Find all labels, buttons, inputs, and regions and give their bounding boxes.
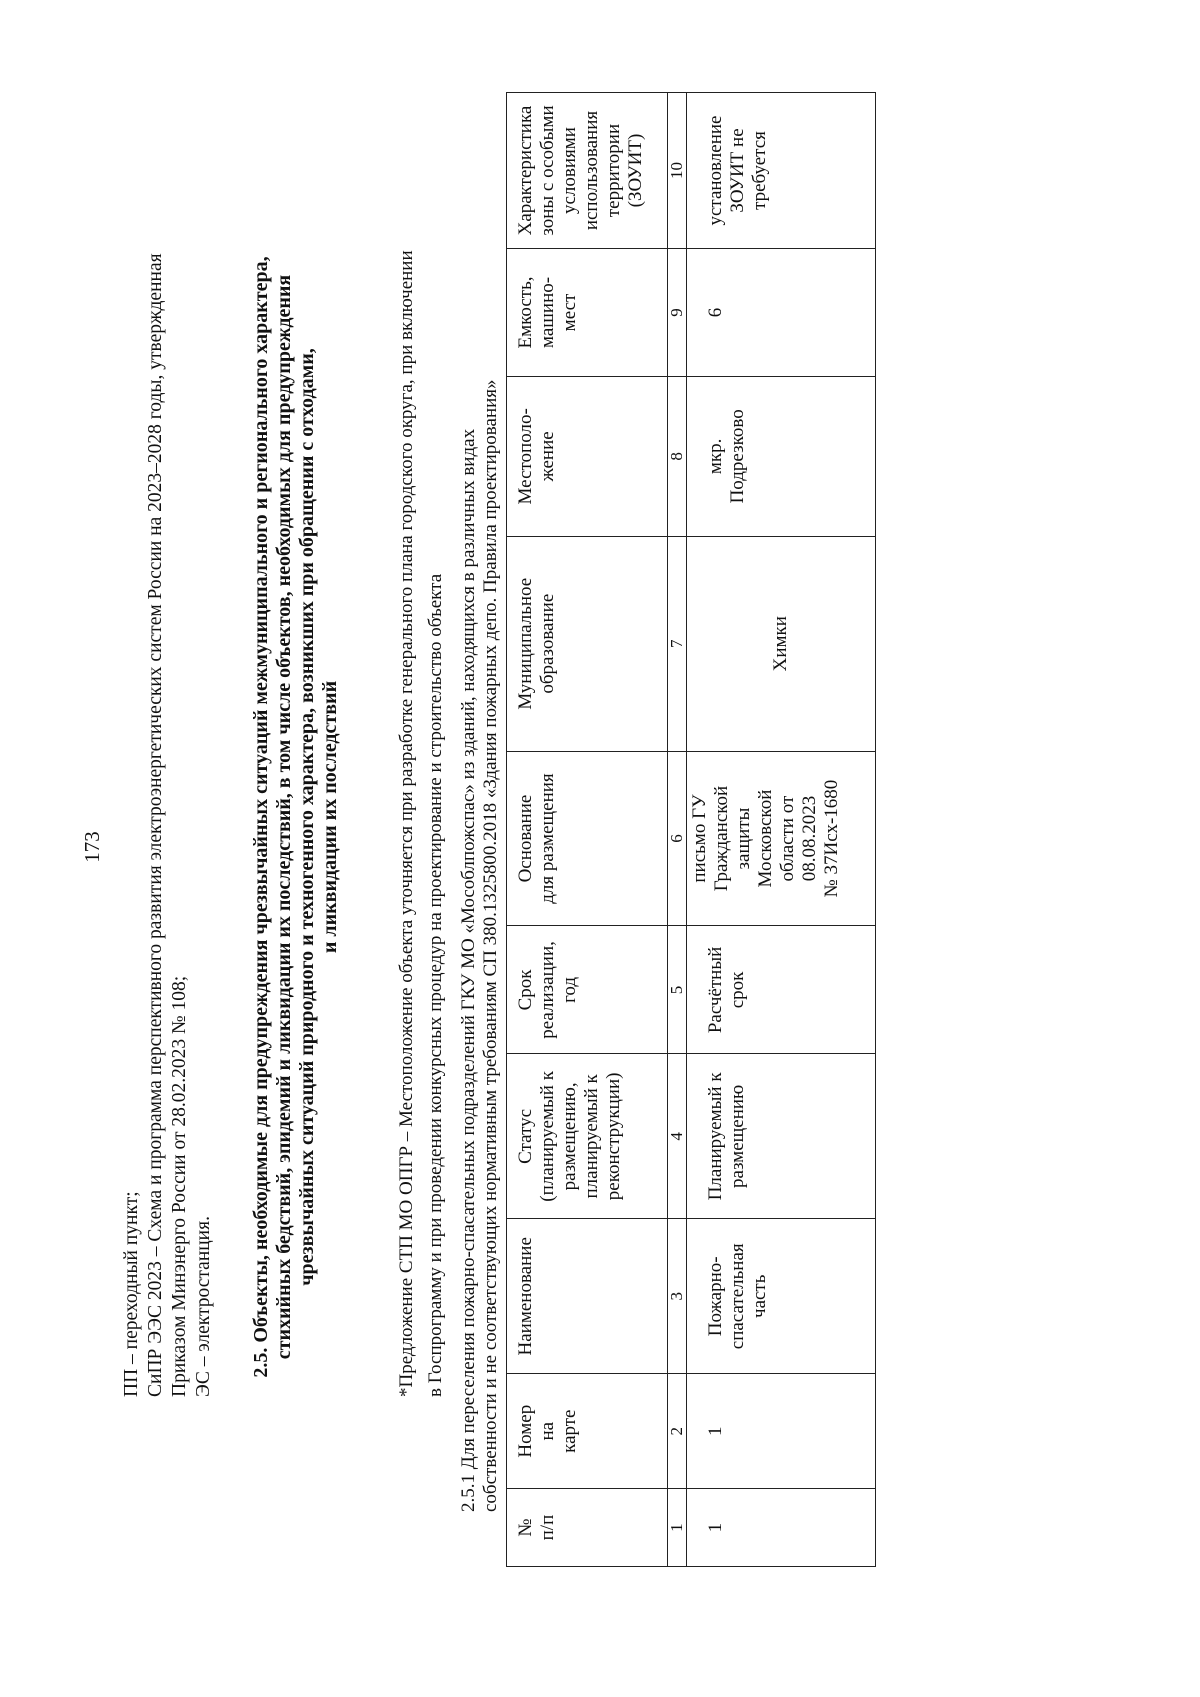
column-number: 2 bbox=[668, 1374, 687, 1489]
header-capacity: Емкость, машино- мест bbox=[507, 249, 668, 377]
cell-basis: письмо ГУ Гражданской защиты Московской области от 08.08.2023 № 37Исх-1680 bbox=[687, 751, 876, 926]
page-number: 173 bbox=[80, 831, 104, 863]
header-map-number: Номер на карте bbox=[507, 1374, 668, 1489]
abbreviation-line: ЭС – электростанция. bbox=[193, 1216, 214, 1397]
heading-line: и ликвидации их последствий bbox=[319, 680, 341, 954]
column-number: 8 bbox=[668, 376, 687, 536]
subsection-intro bbox=[458, 92, 502, 1512]
abbreviation-line: СиПР ЭЭС 2023 – Схема и программа перспективного развития электроэнергетических систем России на 2023–2028 годы, утвержденная bbox=[145, 253, 166, 1397]
cell-map-number: 1 bbox=[687, 1374, 876, 1489]
section-heading bbox=[250, 187, 342, 1447]
footnote-line: *Предложение СТП МО ОПГР – Местоположение объекта уточняется при разработке генерального плана городского округа, при включении bbox=[396, 250, 417, 1397]
header-row-number: № п/п bbox=[507, 1489, 668, 1567]
abbreviations-list bbox=[120, 0, 216, 1397]
column-number: 1 bbox=[668, 1489, 687, 1567]
heading-line: чрезвычайных ситуаций природного и техногенного характера, возникших при обращении с отходами, bbox=[296, 348, 318, 1286]
cell-term: Расчётный срок bbox=[687, 926, 876, 1054]
cell-status: Планируемый к размещению bbox=[687, 1054, 876, 1219]
cell-location: мкр. Подрезково bbox=[687, 376, 876, 536]
header-location: Местополо- жение bbox=[507, 376, 668, 536]
abbreviation-line: ПП – переходный пункт; bbox=[121, 1191, 142, 1397]
table-header-row bbox=[507, 93, 668, 1567]
subsection-text-line: 2.5.1 Для переселения пожарно-спасательных подразделений ГКУ МО «Мособлпожспас» из зданий, находящихся в различных видах bbox=[458, 428, 479, 1512]
footnote-line: в Госпрограмму и при проведении конкурсных процедур на проектирование и строительство объекта bbox=[425, 573, 446, 1397]
column-number: 10 bbox=[668, 93, 687, 249]
subsection-text-line: собственности и не соответствующих нормативным требованиям СП 380.1325800.2018 «Здания пожарных депо. Правила проектирования» bbox=[480, 379, 501, 1512]
header-status: Статус (планируемый к размещению, планируемый к реконструкции) bbox=[507, 1054, 668, 1219]
heading-line: стихийных бедствий, эпидемий и ликвидации их последствий, в том числе объектов, необходимых для предупреждения bbox=[273, 274, 295, 1360]
column-number: 5 bbox=[668, 926, 687, 1054]
header-name: Наименование bbox=[507, 1219, 668, 1374]
cell-row-number: 1 bbox=[687, 1489, 876, 1567]
column-number: 6 bbox=[668, 751, 687, 926]
column-number: 3 bbox=[668, 1219, 687, 1374]
table-row bbox=[687, 93, 876, 1567]
column-number: 7 bbox=[668, 536, 687, 751]
cell-municipality: Химки bbox=[687, 536, 876, 751]
header-zouit: Характеристика зоны с особыми условиями использования территории (ЗОУИТ) bbox=[507, 93, 668, 249]
objects-table bbox=[506, 92, 876, 1567]
column-number: 9 bbox=[668, 249, 687, 377]
header-term: Срок реализации, год bbox=[507, 926, 668, 1054]
header-municipality: Муниципальное образование bbox=[507, 536, 668, 751]
footnote bbox=[392, 107, 450, 1397]
column-number-row bbox=[668, 93, 687, 1567]
heading-line: 2.5. Объекты, необходимые для предупреждения чрезвычайных ситуаций межмуниципального и регионального характера, bbox=[250, 256, 272, 1378]
header-basis: Основание для размещения bbox=[507, 751, 668, 926]
column-number: 4 bbox=[668, 1054, 687, 1219]
cell-name: Пожарно- спасательная часть bbox=[687, 1219, 876, 1374]
cell-capacity: 6 bbox=[687, 249, 876, 377]
abbreviation-line: Приказом Минэнерго России от 28.02.2023 № 108; bbox=[169, 975, 190, 1397]
cell-zouit: установление ЗОУИТ не требуется bbox=[687, 93, 876, 249]
